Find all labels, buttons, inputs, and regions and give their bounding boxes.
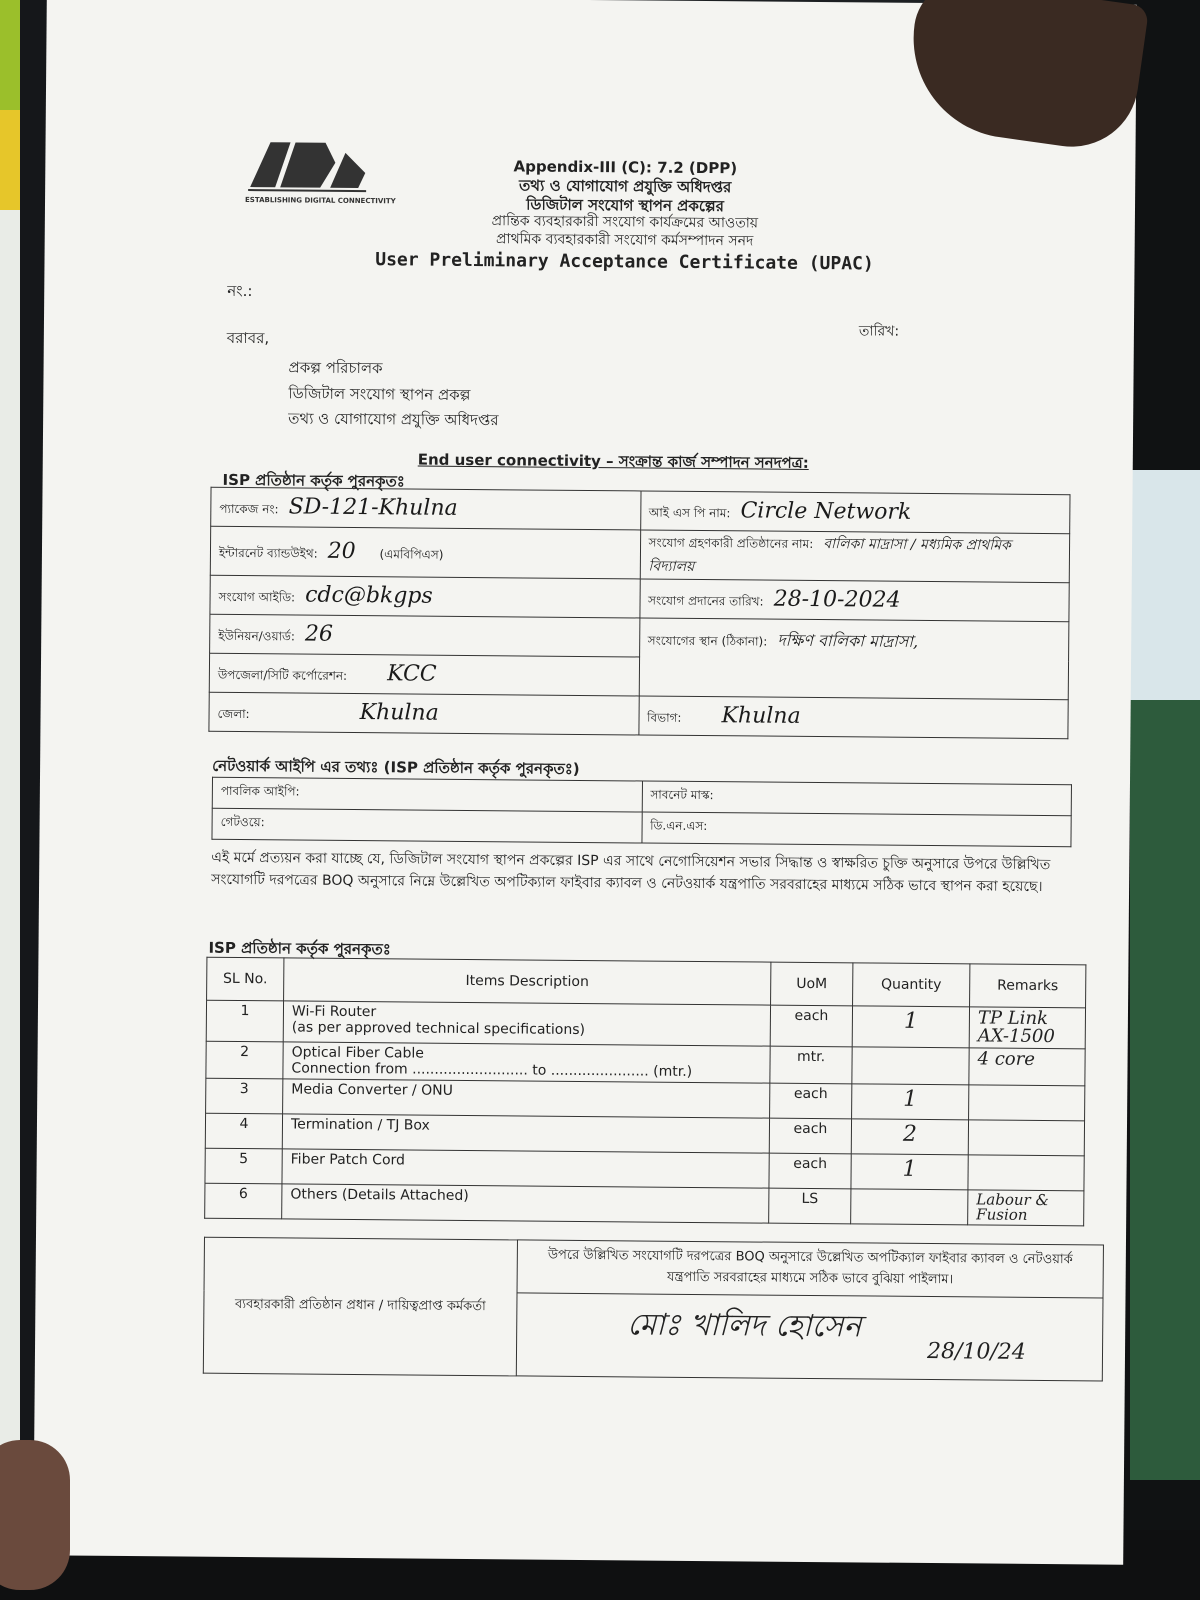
certificate-title: User Preliminary Acceptance Certificate (UPAC) [375, 249, 874, 275]
gateway-label: গেটওয়ে: [212, 808, 642, 843]
subnet-label: সাবনেট মাস্ক: [642, 781, 1072, 816]
network-section-title: নেটওয়ার্ক আইপি এর তথ্যঃ (ISP প্রতিষ্ঠান কর্তৃক পুরনকৃতঃ) [212, 756, 580, 778]
background-tag-yellow [0, 110, 20, 210]
isp-label: আই এস পি নাম: [648, 505, 731, 520]
items-table [204, 957, 1086, 1227]
district-cell [209, 692, 639, 735]
sl-cell: 2 [206, 1041, 283, 1079]
sl-cell: 4 [205, 1113, 282, 1149]
connectivity-section-title: End user connectivity – সংক্রান্ত কার্জ সম্পাদন সনদপত্র: [417, 450, 809, 472]
signature: মোঃ খালিদ হোসেন [627, 1307, 862, 1345]
isp-value: Circle Network [740, 497, 912, 525]
item-description: Optical Fiber Cable [291, 1044, 424, 1062]
bandwidth-value: 20 [327, 538, 356, 564]
location-label: সংযোগের স্থান (ঠিকানা): [647, 633, 768, 649]
dns-label: ডি.এন.এস: [641, 812, 1071, 847]
to-label: বরাবর, [226, 328, 270, 348]
public-ip-label: পাবলিক আইপি: [212, 777, 642, 812]
uom-cell: each [770, 1083, 852, 1119]
items-section-title: ISP প্রতিষ্ঠান কর্তৃক পুরনকৃতঃ [208, 938, 391, 959]
sl-cell: 3 [206, 1078, 283, 1114]
bandwidth-cell [210, 526, 640, 579]
receiver-cell [640, 530, 1070, 583]
item-description: Wi-Fi Router [291, 1003, 377, 1021]
remarks-cell: TP Link AX-1500 [969, 1007, 1085, 1049]
edc-logo [240, 132, 396, 213]
item-description: Fiber Patch Cord [282, 1149, 769, 1188]
certification-paragraph: এই মর্মে প্রত্যয়ন করা যাচ্ছে যে, ডিজিটাল সংযোগ স্থাপন প্রকল্পের ISP এর সাথে নেগোসিয়েশন সভার সিদ্ধান্ত ও স্বাক্ষরিত চুক্তি অনুসারে উপরে উল্লিখিত সংযোগটি দরপত্রের BOQ অনুসারে নিম্নে উল্লেখিত অপটিক্যাল ফাইবার ক্যাবল ও নেটওয়ার্ক যন্ত্রপাতি সরবরাহের মাধ্যমে সঠিক ভাবে স্থাপন করা হয়েছে। [211, 849, 1051, 896]
receiver-label: সংযোগ গ্রহণকারী প্রতিষ্ঠানের নাম: [648, 535, 814, 551]
item-description-detail: (as per approved technical specifications) [291, 1019, 586, 1039]
connectivity-table [208, 487, 1070, 739]
addressee-block [288, 355, 499, 433]
uom-cell: LS [769, 1188, 851, 1224]
column-header: Remarks [970, 964, 1086, 1008]
remarks-cell: 4 core [969, 1048, 1085, 1086]
table-row [210, 526, 1069, 582]
connection-date-value: 28-10-2024 [773, 586, 901, 613]
table-header-row [207, 957, 1086, 1008]
column-header: SL No. [207, 957, 284, 1001]
isp-fill-note: ISP প্রতিষ্ঠান কর্তৃক পুরনকৃতঃ [222, 470, 405, 491]
division-cell [638, 696, 1068, 739]
certificate-bn-line: প্রাথমিক ব্যবহারকারী সংযোগ কর্মসম্পাদন সনদ [496, 230, 754, 250]
remarks-cell [968, 1120, 1084, 1156]
acknowledgement-note: উপরে উল্লিখিত সংযোগটি দরপত্রের BOQ অনুসারে উল্লেখিত অপটিক্যাল ফাইবার ক্যাবল ও নেটওয়ার্ক যন্ত্রপাতি সরবরাহের মাধ্যমে সঠিক ভাবে বুঝিয়া পাইলাম। [517, 1240, 1103, 1298]
department-line: তথ্য ও যোগাযোগ প্রযুক্তি অধিদপ্তর [519, 176, 732, 197]
quantity-cell: 1 [852, 1006, 969, 1048]
uom-cell: mtr. [770, 1046, 852, 1084]
quantity-cell [852, 1047, 969, 1085]
description-cell [283, 1001, 770, 1046]
location-value: দক্ষিণ বালিকা মাদ্রাসা, [777, 630, 919, 651]
item-description: Termination / TJ Box [282, 1114, 769, 1153]
remarks-cell [969, 1085, 1085, 1121]
connection-id-cell [210, 575, 640, 618]
uom-cell: each [770, 1005, 852, 1047]
package-label: প্যাকেজ নং: [219, 501, 279, 516]
location-cell [639, 618, 1069, 700]
description-cell [283, 1042, 770, 1083]
logo-text: ESTABLISHING DIGITAL CONNECTIVITY [245, 196, 396, 206]
quantity-cell: 1 [851, 1154, 968, 1190]
district-value: Khulna [359, 699, 439, 726]
column-header: Quantity [853, 963, 970, 1007]
addressee-line: তথ্য ও যোগাযোগ প্রযুক্তি অধিদপ্তর [288, 409, 499, 430]
table-row [205, 1183, 1084, 1226]
certificate-paper [33, 0, 1137, 1565]
quantity-cell: 1 [852, 1084, 969, 1120]
network-table [211, 777, 1072, 848]
package-value: SD-121-Khulna [288, 493, 458, 521]
signature-cell [516, 1293, 1103, 1381]
remarks-cell: Labour & Fusion [968, 1190, 1084, 1226]
division-value: Khulna [721, 702, 801, 729]
signature-date: 28/10/24 [926, 1339, 1026, 1365]
union-label: ইউনিয়ন/ওয়ার্ড: [218, 628, 296, 643]
table-row [209, 692, 1068, 738]
union-cell [210, 614, 640, 657]
upazila-cell [209, 653, 639, 696]
connection-id-label: সংযোগ আইডি: [218, 589, 296, 604]
uom-cell: each [769, 1153, 851, 1189]
sl-cell: 1 [206, 1000, 283, 1042]
union-value: 26 [304, 621, 334, 647]
sl-cell: 6 [205, 1183, 282, 1219]
item-description: Media Converter / ONU [283, 1079, 770, 1118]
quantity-cell: 2 [851, 1119, 968, 1155]
package-cell [211, 487, 641, 530]
column-header: Items Description [284, 958, 771, 1005]
item-description: Others (Details Attached) [282, 1184, 769, 1223]
receiver-value: বালিকা মাদ্রাসা / মধ্যমিক প্রাথমিক বিদ্যালয় [648, 536, 1011, 575]
bandwidth-label: ইন্টারনেট ব্যান্ডউইথ: [218, 545, 318, 561]
role-label: ব্যবহারকারী প্রতিষ্ঠান প্রধান / দায়িত্বপ্রাপ্ত কর্মকর্তা [234, 1296, 486, 1315]
background-card-green [1130, 700, 1200, 1480]
connection-id-value: cdc@bkgps [305, 582, 433, 609]
number-label: নং.: [227, 281, 253, 301]
program-line: প্রান্তিক ব্যবহারকারী সংযোগ কার্যক্রমের আওতায় [491, 213, 759, 232]
addressee-line: ডিজিটাল সংযোগ স্থাপন প্রকল্প [288, 383, 471, 404]
signature-table [203, 1237, 1104, 1382]
quantity-cell [851, 1189, 968, 1225]
district-label: জেলা: [217, 706, 250, 721]
connection-date-cell [639, 579, 1069, 622]
remarks-cell [968, 1155, 1084, 1191]
addressee-line: প্রকল্প পরিচালক [288, 358, 383, 378]
isp-cell [640, 491, 1070, 534]
document-header [364, 156, 885, 276]
hand-bottom-left [0, 1440, 70, 1590]
column-header: UoM [771, 962, 853, 1006]
upazila-label: উপজেলা/সিটি কর্পোরেশন: [217, 667, 348, 683]
upazila-value: KCC [387, 660, 437, 687]
appendix-line: Appendix-III (C): 7.2 (DPP) [513, 157, 738, 178]
division-label: বিভাগ: [646, 710, 682, 725]
connection-date-label: সংযোগ প্রদানের তারিখ: [648, 593, 764, 609]
table-row [212, 808, 1071, 846]
role-cell [203, 1237, 517, 1376]
table-row [204, 1237, 1103, 1298]
uom-cell: each [769, 1118, 851, 1154]
project-line: ডিজিটাল সংযোগ স্থাপন প্রকল্পের [526, 194, 724, 215]
date-label: তারিখ: [858, 323, 900, 340]
item-description-detail: Connection from .......................... to ...................... (mtr.) [291, 1060, 693, 1080]
sl-cell: 5 [205, 1148, 282, 1184]
bandwidth-unit: (এমবিপিএস) [379, 546, 444, 562]
